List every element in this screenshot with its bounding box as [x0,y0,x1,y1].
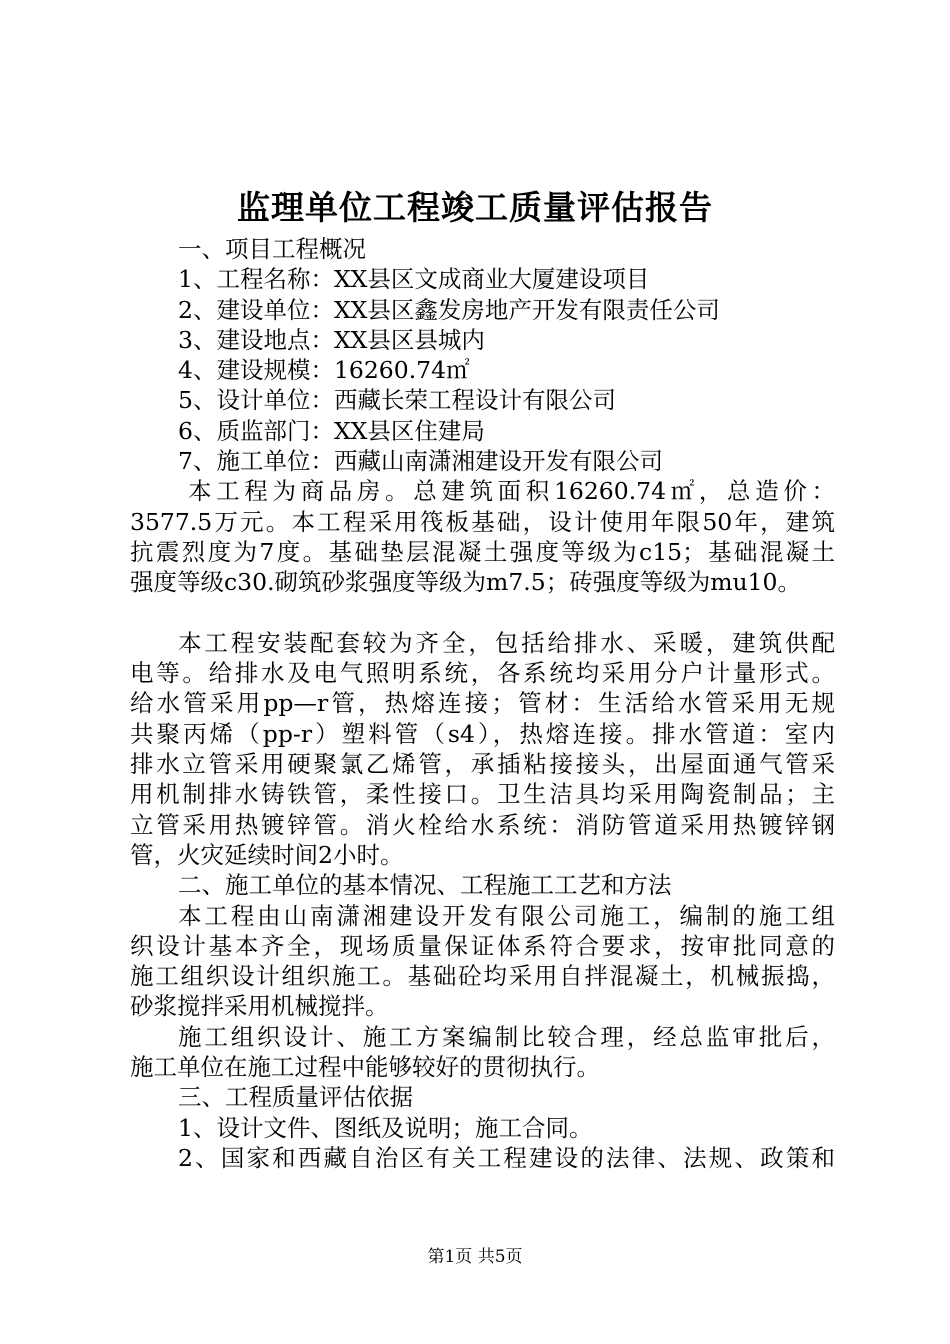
text-line: 7、施工单位：西藏山南潇湘建设开发有限公司 [178,447,663,476]
text-line: 本工程安装配套较为齐全，包括给排水、采暖，建筑供配 [178,628,835,657]
text-line [130,598,835,628]
document-body [130,234,835,1173]
text-line: 3577.5万元。本工程采用筏板基础，设计使用年限50年，建筑 [130,507,835,536]
text-line: 4、建设规模：16260.74㎡ [178,356,470,385]
text-line: 本工程为商品房。总建筑面积16260.74㎡，总造价： [188,477,835,506]
text-line: 砂浆搅拌采用机械搅拌。 [130,992,389,1021]
text-line: 一、项目工程概况 [178,235,366,263]
text-line: 施工组织设计组织施工。基础砼均采用自拌混凝土，机械振捣， [130,962,835,991]
text-line: 施工单位在施工过程中能够较好的贯彻执行。 [130,1053,600,1082]
text-line: 电等。给排水及电气照明系统，各系统均采用分户计量形式。 [130,659,835,688]
text-line: 1、设计文件、图纸及说明；施工合同。 [178,1113,593,1142]
text-line: 抗震烈度为7度。基础垫层混凝土强度等级为c15；基础混凝土 [130,537,835,566]
text-line: 立管采用热镀锌管。消火栓给水系统：消防管道采用热镀锌钢 [130,810,835,839]
text-line: 2、国家和西藏自治区有关工程建设的法律、法规、政策和 [178,1143,835,1172]
text-line: 共聚丙烯（pp-r）塑料管（s4），热熔连接。排水管道：室内 [130,719,835,748]
text-line: 三、工程质量评估依据 [178,1083,413,1112]
page-number: 第1页 共5页 [427,1247,523,1267]
text-line: 二、施工单位的基本情况、工程施工工艺和方法 [178,871,672,900]
text-line: 3、建设地点：XX县区县城内 [178,325,485,354]
text-line: 管，火灾延续时间2小时。 [130,840,404,869]
text-line: 排水立管采用硬聚氯乙烯管，承插粘接接头，出屋面通气管采 [130,750,835,779]
text-line: 5、设计单位：西藏长荣工程设计有限公司 [178,386,616,415]
text-line: 强度等级c30.砌筑砂浆强度等级为m7.5；砖强度等级为mu10。 [130,568,802,597]
text-line: 施工组织设计、施工方案编制比较合理，经总监审批后， [178,1022,835,1051]
text-line: 给水管采用pp—r管，热熔连接；管材：生活给水管采用无规 [130,689,835,718]
text-line: 本工程由山南潇湘建设开发有限公司施工，编制的施工组 [178,901,835,930]
text-line: 织设计基本齐全，现场质量保证体系符合要求，按审批同意的 [130,931,835,960]
text-line: 6、质监部门：XX县区住建局 [178,416,485,445]
document-title: 监理单位工程竣工质量评估报告 [237,188,713,227]
text-line: 2、建设单位：XX县区鑫发房地产开发有限责任公司 [178,295,720,324]
text-line: 1、工程名称：XX县区文成商业大厦建设项目 [178,265,650,294]
text-line: 用机制排水铸铁管，柔性接口。卫生洁具均采用陶瓷制品；主 [130,780,835,809]
